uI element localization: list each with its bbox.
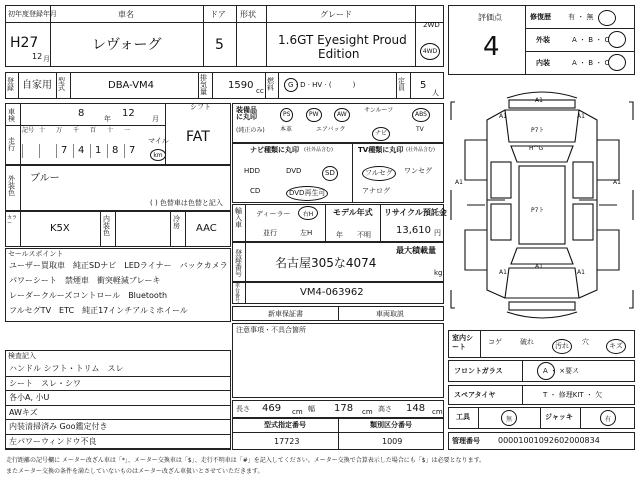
exterior-c-circle bbox=[608, 31, 626, 48]
ac-value: AAC bbox=[196, 223, 217, 234]
spare-tire-label: スペアタイヤ bbox=[454, 391, 496, 399]
plate-number: 名古屋305な4074 bbox=[275, 256, 377, 270]
diagram-mark: P7ト bbox=[531, 127, 545, 134]
mileage-digit: 4 bbox=[78, 145, 85, 156]
tv-label: TV種類に丸印 bbox=[358, 146, 404, 154]
vehicle-manual: 車両取説 bbox=[376, 310, 404, 318]
reg-label: 登録 bbox=[7, 77, 14, 92]
class-label: 類別区分番号 bbox=[370, 421, 412, 429]
chassis-number: VM4-063962 bbox=[300, 287, 364, 298]
equipment-item: PW bbox=[306, 108, 322, 122]
navi-items bbox=[236, 160, 351, 200]
jack-value: 有 bbox=[604, 415, 611, 423]
jack-value-circle bbox=[600, 410, 616, 426]
equipment-sub: (純正のみ) bbox=[236, 127, 265, 134]
tv-items bbox=[356, 160, 441, 200]
height-unit: cm bbox=[432, 408, 443, 416]
inspector-note-line: AWキズ bbox=[9, 407, 38, 417]
inspection-label: 車検 bbox=[8, 108, 15, 123]
model-year-unit: 年 bbox=[336, 231, 343, 239]
navi-item: HDD bbox=[244, 167, 261, 175]
score-label: 評価点 bbox=[478, 13, 502, 22]
km-circle bbox=[150, 149, 166, 161]
digit-header: 百 bbox=[90, 127, 97, 134]
inspector-notes-label: 検査記入 bbox=[8, 352, 36, 360]
first-reg-label: 初年度登録年月 bbox=[8, 10, 57, 18]
inspector-note-row bbox=[5, 377, 231, 392]
mile-label: マイル bbox=[148, 137, 169, 145]
recycle-label: リサイクル預託金 bbox=[384, 208, 447, 217]
inspector-note-line: シート スレ・シワ bbox=[9, 378, 81, 388]
digit-header: 記号 bbox=[22, 127, 35, 134]
dealer: ディーラー bbox=[256, 210, 291, 218]
length: 469 bbox=[262, 403, 282, 414]
tv-item: アナログ bbox=[362, 187, 390, 195]
seat-item: 破れ bbox=[520, 338, 534, 346]
sales-point-line: フルセグTV ETC 純正17インチアルミホイール bbox=[9, 306, 188, 315]
model-year-label: モデル年式 bbox=[333, 208, 373, 217]
diagram-mark: A1 bbox=[535, 97, 543, 104]
inspection-year: 8 bbox=[78, 108, 85, 119]
right-h-circle bbox=[298, 206, 318, 220]
digit-header: 千 bbox=[73, 127, 80, 134]
digit-header: 十 bbox=[107, 127, 114, 134]
drive-4wd-circle bbox=[420, 43, 440, 60]
fuel-options: G · D · HV · ( ) bbox=[288, 81, 356, 89]
length-label: 長さ bbox=[236, 405, 250, 413]
equipment-label: 装備品に丸印 bbox=[236, 106, 257, 121]
footer-line-1: 走行距離の記号欄に メーター改ざん車は「*」、メーター交換車は「$」、走行不明車は「#」を記入してください。メーター交換で合算表示した場合にも「$」は必要となります。 bbox=[6, 457, 486, 464]
inspector-note-line: 左パワーウィンドウ不良 bbox=[9, 436, 97, 446]
equipment-item: TV bbox=[416, 126, 424, 133]
ac-label: 冷房 bbox=[173, 215, 180, 230]
model-label: 型式 bbox=[58, 77, 65, 92]
tv-item: ワンセグ bbox=[404, 167, 432, 175]
car-name-label: 車名 bbox=[118, 10, 134, 19]
digit-header: 万 bbox=[56, 127, 63, 134]
plate-label: 登録番号 bbox=[235, 249, 242, 278]
diagram-marks bbox=[447, 80, 637, 325]
seat-item: 汚れ bbox=[552, 339, 572, 354]
width-label: 幅 bbox=[308, 405, 315, 413]
inspector-note-row bbox=[5, 391, 231, 406]
digit-cell bbox=[39, 144, 56, 158]
tv-item: フルセグ bbox=[362, 166, 396, 181]
drive-2wd: 2WD bbox=[423, 21, 440, 29]
first-reg-year: H27 bbox=[10, 35, 39, 51]
inspection-year-unit: 年 bbox=[104, 115, 111, 123]
interior-seat-items bbox=[482, 333, 632, 355]
length-unit: cm bbox=[292, 408, 303, 416]
footer-line-2: またメーター交換の条件を満たしていないものはメーター改ざん車扱いとさせていただきます。 bbox=[6, 468, 264, 475]
interior-color-label: 内装色 bbox=[103, 215, 110, 237]
left-h: 左H bbox=[300, 229, 313, 237]
displacement-label: 排気量 bbox=[200, 74, 207, 96]
sales-point-line: ユーザー買取車 純正SDナビ LEDライナー バックカメラ bbox=[9, 261, 228, 270]
capacity: 5 bbox=[420, 80, 427, 91]
diagram-mark: A1 bbox=[455, 179, 463, 186]
max-load-label: 最大積載量 bbox=[396, 246, 436, 255]
inspector-note-line: 各小A, 小U bbox=[9, 393, 50, 402]
first-reg-month: 12 bbox=[32, 52, 43, 61]
type-label: 型式指定番号 bbox=[264, 421, 306, 429]
tools-label: 工具 bbox=[456, 413, 470, 421]
import-label: 輸入車 bbox=[235, 207, 242, 229]
mileage-digit: 7 bbox=[129, 145, 136, 156]
capacity-label: 定員 bbox=[398, 77, 405, 92]
equipment-item: AW bbox=[334, 108, 350, 122]
interior-seat-label: 室内シート bbox=[452, 334, 473, 352]
inspector-note-row bbox=[5, 406, 231, 421]
diagram-mark: A1 bbox=[577, 113, 585, 120]
drive-4wd: 4WD bbox=[422, 48, 438, 55]
kg-unit: kg bbox=[434, 269, 443, 277]
repair-label: 修復歴 bbox=[530, 13, 551, 21]
front-glass-options: A ・ ×要ス bbox=[543, 367, 580, 375]
inspector-note-row bbox=[5, 435, 231, 450]
inspector-note-row bbox=[5, 420, 231, 435]
color-code: K5X bbox=[50, 223, 70, 234]
interior-grade-options: A ・ B ・ C bbox=[572, 59, 610, 67]
exterior-note: ( ) 色替車は色替と記入 bbox=[150, 199, 223, 207]
equipment-row-2 bbox=[276, 126, 441, 138]
diagram-mark: A1 bbox=[613, 179, 621, 186]
interior-grade-label: 内装 bbox=[536, 59, 550, 67]
equipment-item: 本革 bbox=[280, 126, 293, 133]
notes-block bbox=[232, 323, 444, 398]
jack-label: ジャッキ bbox=[545, 413, 573, 421]
seat-item: キズ bbox=[606, 339, 626, 354]
tools-value-circle bbox=[501, 410, 517, 426]
score: 4 bbox=[483, 32, 500, 62]
inspector-note-line: ハンドル シフト・トリム スレ bbox=[9, 364, 124, 373]
color-code-label: カラー bbox=[7, 215, 18, 226]
digit-header-row bbox=[22, 128, 142, 136]
exterior-grade-label: 外装 bbox=[536, 36, 550, 44]
navi-item: SD bbox=[322, 166, 338, 181]
diagram-mark: A1 bbox=[535, 263, 543, 270]
spare-tire-options: T ・ 修理KIT ・ 欠 bbox=[543, 391, 603, 399]
equipment-item: ABS bbox=[412, 108, 430, 122]
diagram-mark: A1 bbox=[499, 269, 507, 276]
car-name: レヴォーグ bbox=[92, 37, 162, 53]
navi-label: ナビ種類に丸印 bbox=[250, 146, 299, 154]
model-year-unknown: 不明 bbox=[357, 231, 371, 239]
displacement: 1590 bbox=[228, 80, 254, 91]
management-label: 管理番号 bbox=[452, 437, 480, 445]
width: 178 bbox=[334, 403, 354, 414]
repair-none-circle bbox=[598, 10, 616, 26]
equipment-row-1 bbox=[276, 106, 441, 122]
sales-point-line: レーダークルーズコントロール Bluetooth bbox=[9, 291, 168, 300]
type-number: 17723 bbox=[274, 437, 300, 446]
inspector-note-row bbox=[5, 362, 231, 377]
mileage-label: 走行 bbox=[8, 137, 15, 152]
door-count: 5 bbox=[215, 37, 224, 53]
navi-item: DVD bbox=[286, 167, 302, 175]
mileage-digits bbox=[22, 144, 142, 158]
first-reg-month-unit: 月 bbox=[43, 55, 50, 63]
model-code: DBA-VM4 bbox=[108, 80, 155, 91]
fuel-label: 燃料 bbox=[267, 77, 274, 92]
shift-value: FAT bbox=[186, 129, 210, 145]
km-label: km bbox=[153, 151, 163, 159]
use-type: 自家用 bbox=[22, 80, 52, 91]
sales-point-line: パワーシート 禁煙車 衝突軽減ブレーキ bbox=[9, 276, 161, 285]
right-h: 右H bbox=[302, 210, 314, 218]
repair-options: 有 ・ 無 bbox=[568, 13, 594, 21]
inspector-note-line: 内装清掃済み Goo鑑定付き bbox=[9, 422, 108, 431]
sales-points-label: セールスポイント bbox=[8, 250, 64, 258]
seat-item: 穴 bbox=[582, 338, 589, 346]
grade-line-1: 1.6GT Eyesight Proud bbox=[278, 33, 407, 47]
chassis-label: 車台番号 bbox=[235, 283, 241, 304]
diagram-mark: H^G bbox=[529, 145, 544, 152]
tools-value: 無 bbox=[505, 415, 512, 423]
navi-item: CD bbox=[250, 187, 261, 195]
exterior-grade-options: A ・ B ・ C bbox=[572, 36, 610, 44]
recycle-fee: 13,610 bbox=[396, 225, 431, 236]
equipment-item: PS bbox=[280, 108, 293, 122]
interior-c-circle bbox=[608, 54, 626, 71]
diagram-mark: P7ト bbox=[531, 207, 545, 214]
digit-cell bbox=[22, 144, 39, 158]
shift-label: シフト bbox=[190, 103, 211, 111]
navi-item: DVD再生可 bbox=[286, 186, 328, 201]
exterior-color: ブルー bbox=[30, 173, 60, 184]
equipment-item: サンルーフ bbox=[364, 107, 394, 114]
capacity-unit: 人 bbox=[432, 89, 439, 97]
diagram-mark: A1 bbox=[577, 269, 585, 276]
diagram-mark: A1 bbox=[499, 113, 507, 120]
shape-label: 形状 bbox=[240, 10, 256, 19]
mileage-digit: 1 bbox=[95, 145, 102, 156]
class-number: 1009 bbox=[382, 437, 403, 446]
front-glass-label: フロントガラス bbox=[454, 367, 503, 375]
seat-item: コゲ bbox=[488, 338, 502, 346]
grade-line-2: Edition bbox=[318, 47, 360, 61]
parallel: 並行 bbox=[263, 229, 277, 237]
digit-header: 十 bbox=[39, 127, 46, 134]
mileage-digit: 7 bbox=[61, 145, 68, 156]
equipment-item: エアバック bbox=[316, 126, 346, 133]
door-label: ドア bbox=[210, 10, 226, 19]
mileage-digit: 8 bbox=[112, 145, 119, 156]
width-unit: cm bbox=[362, 408, 373, 416]
height: 148 bbox=[406, 403, 426, 414]
inspection-month-unit: 月 bbox=[152, 115, 159, 123]
yen-unit: 円 bbox=[434, 229, 441, 237]
grade-label: グレード bbox=[320, 10, 352, 19]
inspection-month: 12 bbox=[122, 108, 135, 119]
cc-unit: cc bbox=[256, 87, 264, 95]
new-car-warranty: 新車保証書 bbox=[268, 310, 303, 318]
navi-sub: (社外品含む) bbox=[304, 147, 333, 153]
tv-sub: (社外品含む) bbox=[406, 147, 435, 153]
notes-label: 注意事項・不具合箇所 bbox=[236, 326, 306, 334]
digit-header: 一 bbox=[124, 127, 131, 134]
exterior-label: 外装色 bbox=[8, 175, 15, 197]
equipment-item: ナビ bbox=[372, 127, 390, 141]
management-number: 00001001092602000834 bbox=[498, 436, 600, 445]
height-label: 高さ bbox=[378, 405, 392, 413]
